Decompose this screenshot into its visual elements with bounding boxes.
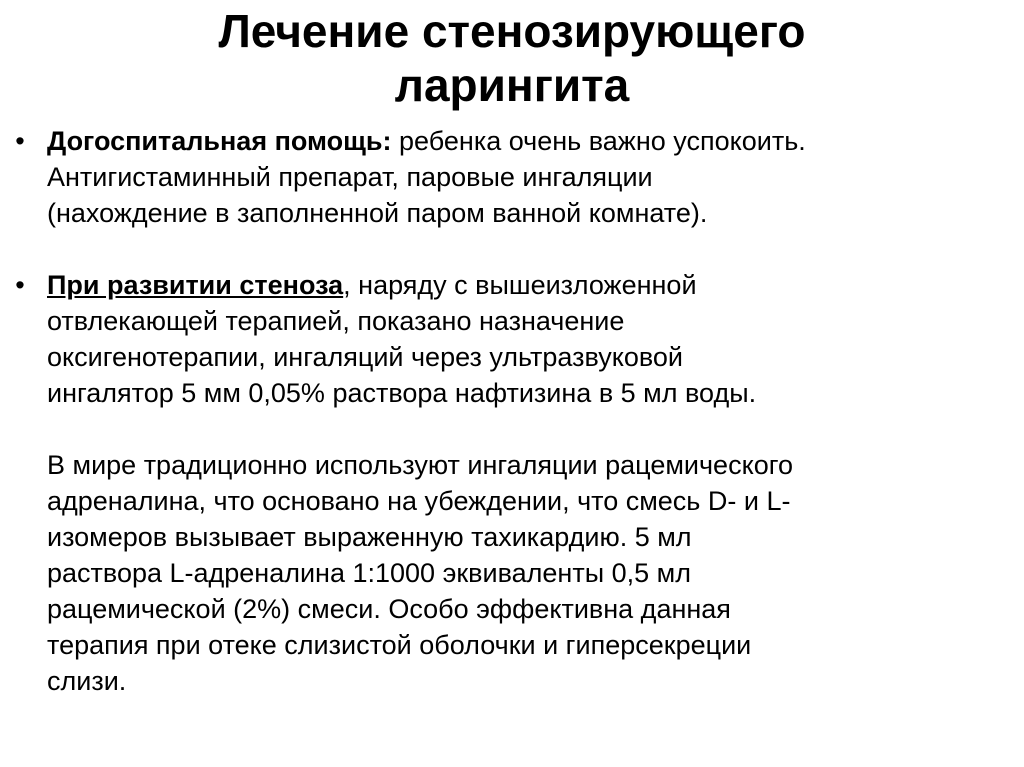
bullet-line: оксигенотерапии, ингаляций через ультразвуковой — [47, 342, 684, 372]
title-line-2: ларингита — [394, 59, 630, 111]
bullet-list — [0, 123, 1024, 699]
bullet-line: слизи. — [47, 666, 127, 696]
bullet-line — [47, 267, 1004, 303]
bullet-line: В мире традиционно используют ингаляции рацемического — [47, 450, 793, 480]
page-title — [0, 4, 1024, 112]
title-line-1: Лечение стенозирующего — [218, 5, 806, 57]
bullet-line: изомеров вызывает выраженную тахикардию. 5 мл — [47, 522, 692, 552]
bullet-lead: При развитии стеноза — [47, 270, 344, 300]
bullet-icon: • — [15, 270, 25, 300]
bullet-icon: • — [15, 126, 25, 156]
paragraph-gap — [47, 411, 1004, 447]
bullet-line: адреналина, что основано на убеждении, что смесь D- и L- — [47, 486, 791, 516]
bullet-stenosis — [0, 267, 1024, 699]
bullet-line: терапия при отеке слизистой оболочки и гиперсекреции — [47, 630, 752, 660]
bullet-line: отвлекающей терапией, показано назначение — [47, 306, 625, 336]
bullet-lead: Догоспитальная помощь: — [47, 126, 392, 156]
bullet-line: ингалятор 5 мм 0,05% раствора нафтизина в 5 мл воды. — [47, 378, 757, 408]
bullet-text: , наряду с вышеизложенной — [343, 270, 697, 300]
bullet-line: (нахождение в заполненной паром ванной комнате). — [47, 198, 708, 228]
bullet-text: ребенка очень важно успокоить. — [391, 126, 806, 156]
bullet-line: Антигистаминный препарат, паровые ингаляции — [47, 162, 653, 192]
bullet-line: рацемической (2%) смеси. Особо эффективна данная — [47, 594, 731, 624]
bullet-line: раствора L-адреналина 1:1000 эквиваленты 0,5 мл — [47, 558, 691, 588]
bullet-line — [47, 123, 1004, 159]
bullet-prehospital — [0, 123, 1024, 231]
